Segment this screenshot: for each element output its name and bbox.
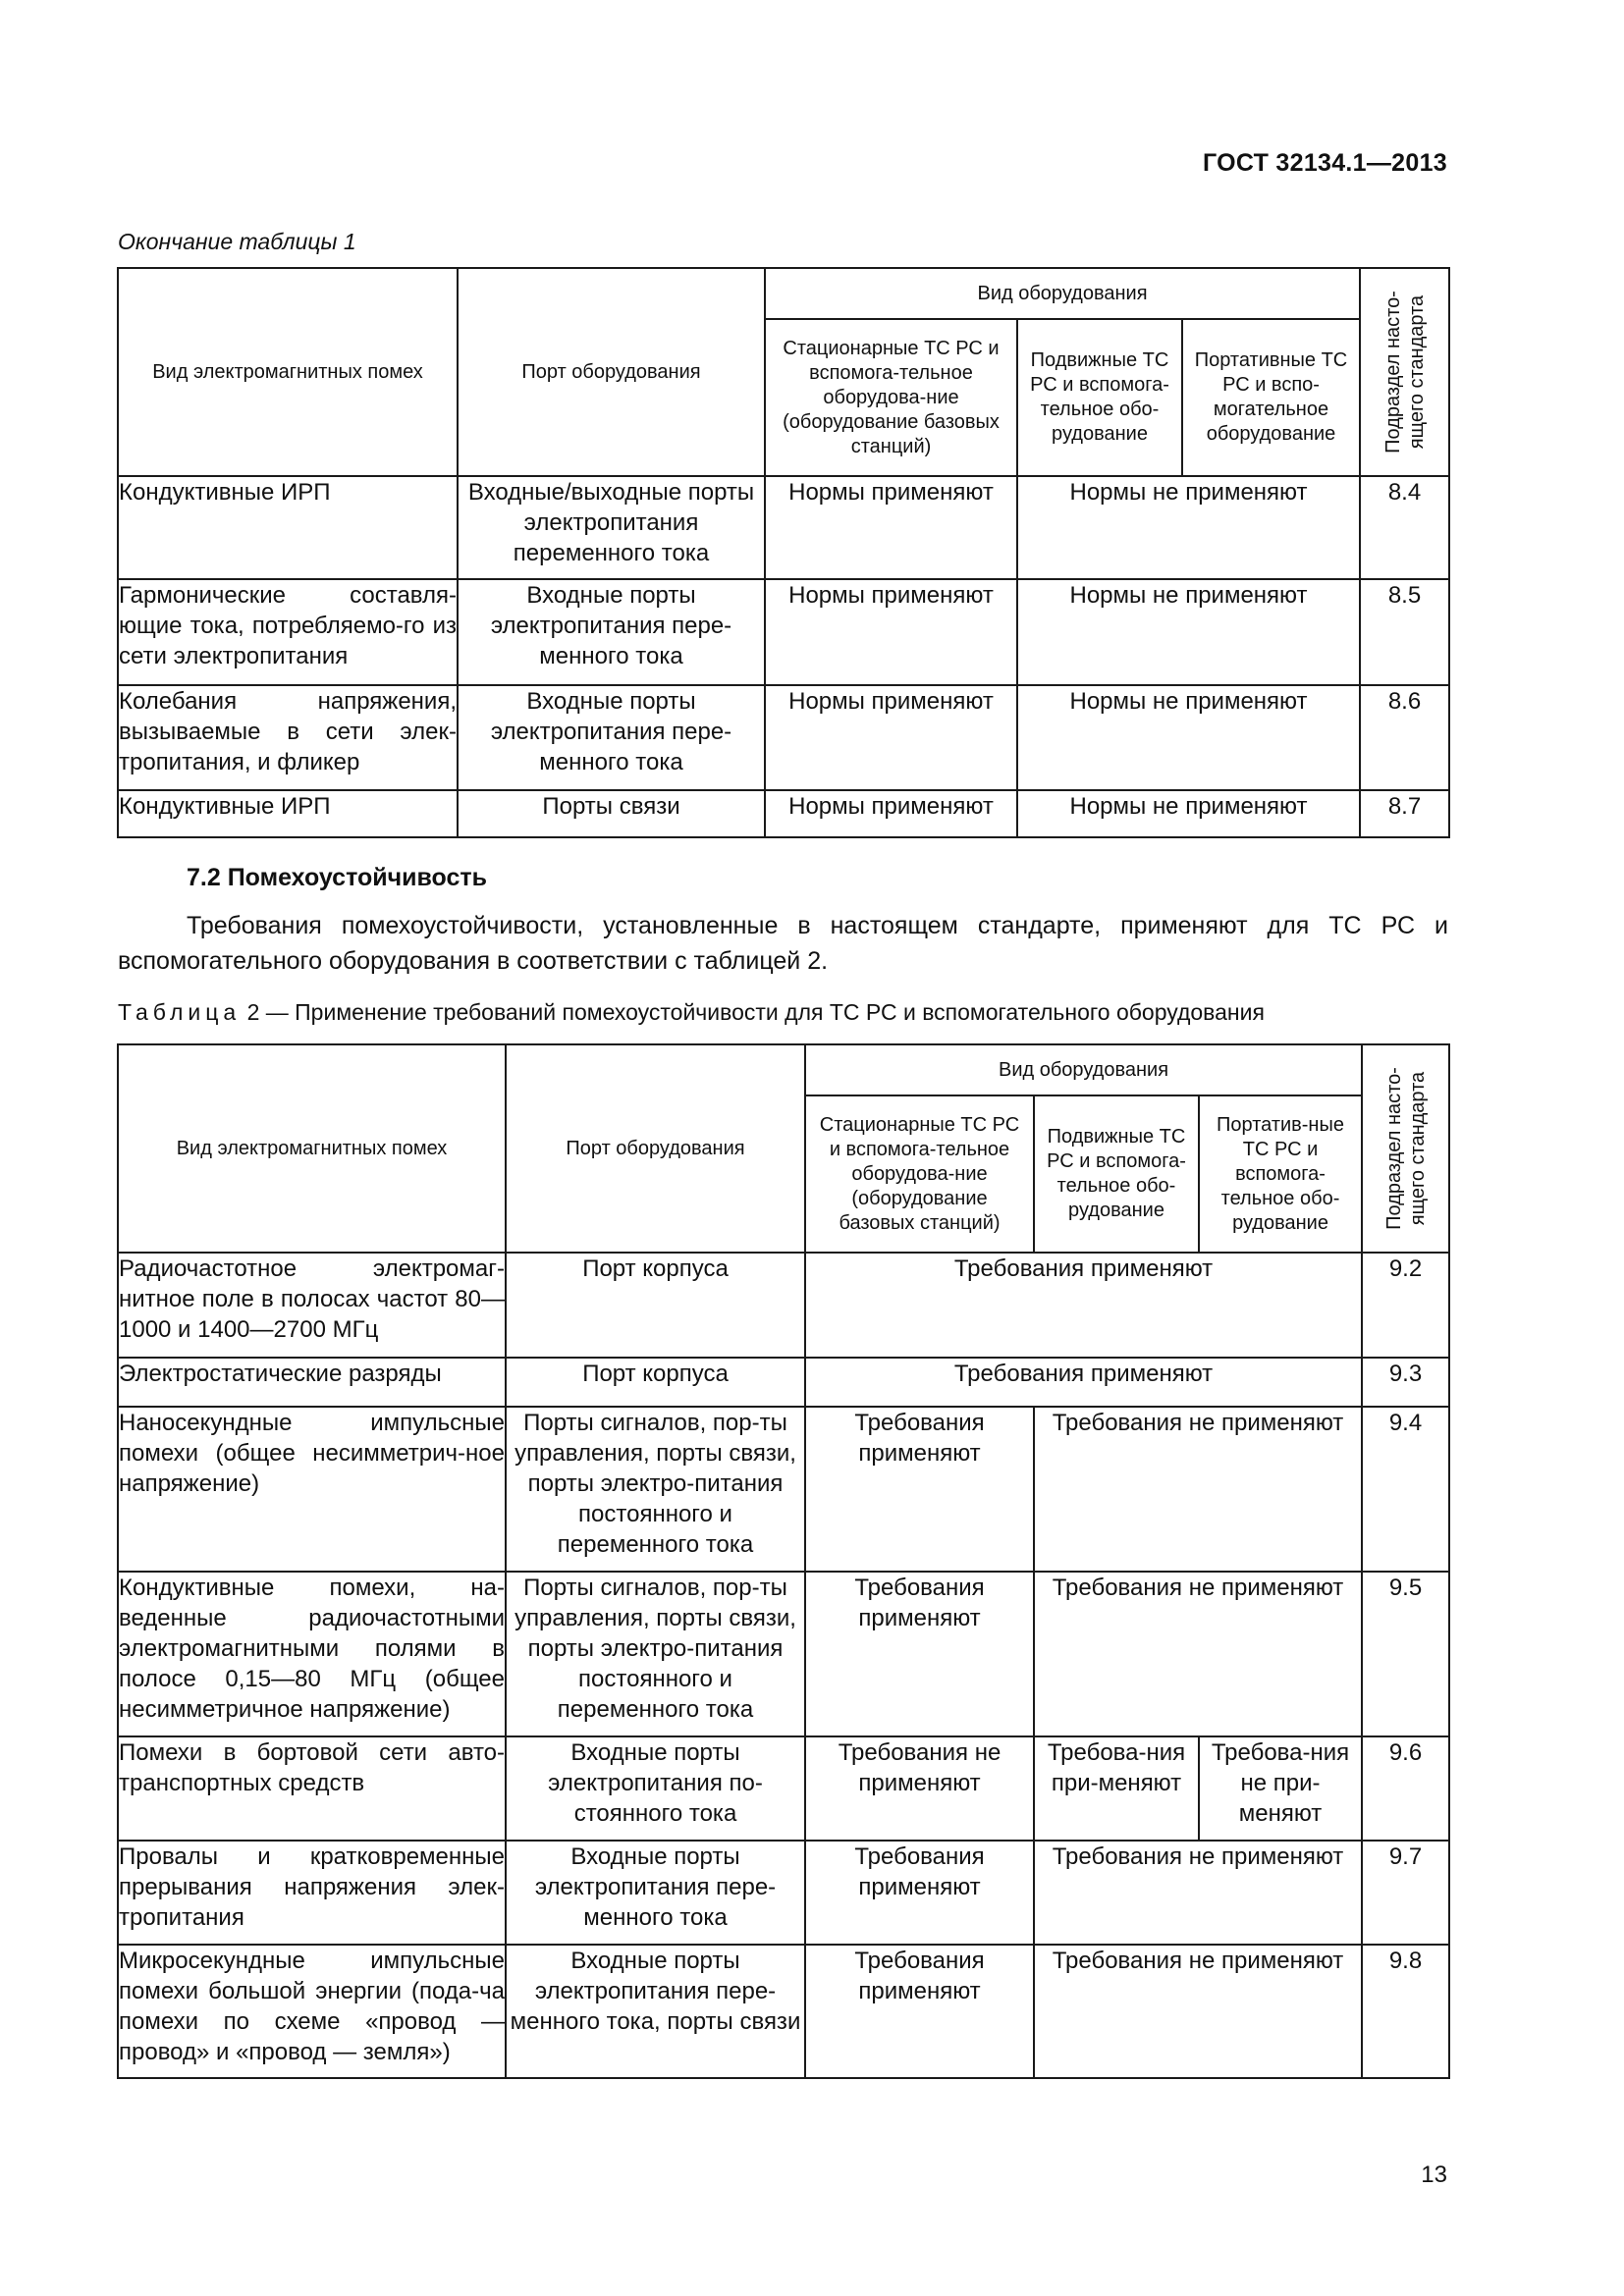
t2-mobile: Требова-ния при-меняют xyxy=(1034,1736,1199,1841)
t2-subsection: 9.6 xyxy=(1362,1736,1449,1841)
t2-mobile-portable: Требования не применяют xyxy=(1034,1407,1362,1572)
table-row xyxy=(118,1253,1449,1358)
table-row xyxy=(118,476,1449,579)
table-row xyxy=(118,1572,1449,1736)
t1-emi: Колебания напряжения, вызываемые в сети элек-тропитания, и фликер xyxy=(118,685,458,790)
table-row xyxy=(118,685,1449,790)
table-row xyxy=(118,1358,1449,1407)
t2-mobile-portable: Требования не применяют xyxy=(1034,1841,1362,1945)
table2-header-port: Порт оборудования xyxy=(506,1044,805,1253)
t2-portable: Требова-ния не при-меняют xyxy=(1199,1736,1362,1841)
t1-stationary: Нормы применяют xyxy=(765,790,1017,837)
t1-port: Входные/выходные порты электропитания переменного тока xyxy=(458,476,765,579)
t1-subsection: 8.4 xyxy=(1360,476,1449,579)
t2-stationary: Требования применяют xyxy=(805,1841,1034,1945)
table1-header-emi: Вид электромагнитных помех xyxy=(118,268,458,476)
t2-emi: Кондуктивные помехи, на-веденные радиочастотными электромагнитными полями в полосе 0,15—80 МГц (общее несимметричное напряжение) xyxy=(118,1572,506,1736)
table1-header-stationary: Стационарные ТС РС и вспомога-тельное оборудова-ние (оборудование базовых станций) xyxy=(765,319,1017,476)
t1-subsection: 8.5 xyxy=(1360,579,1449,685)
table-row xyxy=(118,790,1449,837)
table2-header-equipment: Вид оборудования xyxy=(805,1044,1362,1095)
t2-port: Порты сигналов, пор-ты управления, порты связи, порты электро-питания постоянного и переменного тока xyxy=(506,1407,805,1572)
table2-header-emi: Вид электромагнитных помех xyxy=(118,1044,506,1253)
t2-emi: Наносекундные импульсные помехи (общее несимметрич-ное напряжение) xyxy=(118,1407,506,1572)
t1-mobile-portable: Нормы не применяют xyxy=(1017,790,1360,837)
table-row xyxy=(118,1841,1449,1945)
t2-port: Входные порты электропитания по-стоянного тока xyxy=(506,1736,805,1841)
table2-header-stationary: Стационарные ТС РС и вспомога-тельное оборудова-ние (оборудование базовых станций) xyxy=(805,1095,1034,1253)
table-row xyxy=(118,1736,1449,1841)
t2-port: Порт корпуса xyxy=(506,1358,805,1407)
t1-stationary: Нормы применяют xyxy=(765,579,1017,685)
t2-emi: Электростатические разряды xyxy=(118,1358,506,1407)
t2-stationary: Требования применяют xyxy=(805,1945,1034,2078)
t2-stationary: Требования не применяют xyxy=(805,1736,1034,1841)
table2-caption-label: Таблица xyxy=(118,999,242,1025)
t2-subsection: 9.3 xyxy=(1362,1358,1449,1407)
t1-port: Порты связи xyxy=(458,790,765,837)
document-code: ГОСТ 32134.1—2013 xyxy=(1202,149,1447,177)
t2-emi: Помехи в бортовой сети авто-транспортных средств xyxy=(118,1736,506,1841)
table2-caption-text: 2 — Применение требований помехоустойчивости для ТС РС и вспомогательного оборудования xyxy=(246,999,1265,1025)
t2-mobile-portable: Требования не применяют xyxy=(1034,1945,1362,2078)
t1-port: Входные порты электропитания пере-менного тока xyxy=(458,685,765,790)
table2-header-portable: Портатив-ные ТС РС и вспомога-тельное обо-рудование xyxy=(1199,1095,1362,1253)
t1-mobile-portable: Нормы не применяют xyxy=(1017,476,1360,579)
table2-caption xyxy=(118,999,1265,1026)
t2-emi: Микросекундные импульсные помехи большой энергии (пода-ча помехи по схеме «провод — провод» и «провод — земля») xyxy=(118,1945,506,2078)
t1-emi: Кондуктивные ИРП xyxy=(118,476,458,579)
t2-all: Требования применяют xyxy=(805,1358,1362,1407)
t2-port: Порты сигналов, пор-ты управления, порты связи, порты электро-питания постоянного и переменного тока xyxy=(506,1572,805,1736)
table1 xyxy=(117,267,1450,838)
t2-subsection: 9.8 xyxy=(1362,1945,1449,2078)
table1-header-row xyxy=(118,268,1449,319)
t1-stationary: Нормы применяют xyxy=(765,685,1017,790)
t1-emi: Кондуктивные ИРП xyxy=(118,790,458,837)
section-paragraph: Требования помехоустойчивости, установленные в настоящем стандарте, применяют для ТС РС и вспомогательного оборудования в соответствии с таблицей 2. xyxy=(118,912,1448,975)
table1-header-portable: Портативные ТС РС и вспо-могательное оборудование xyxy=(1182,319,1360,476)
t2-stationary: Требования применяют xyxy=(805,1407,1034,1572)
t2-mobile-portable: Требования не применяют xyxy=(1034,1572,1362,1736)
t1-port: Входные порты электропитания пере-менного тока xyxy=(458,579,765,685)
t2-subsection: 9.7 xyxy=(1362,1841,1449,1945)
t2-port: Входные порты электропитания пере-менного тока, порты связи xyxy=(506,1945,805,2078)
t2-port: Порт корпуса xyxy=(506,1253,805,1358)
table1-header-port: Порт оборудования xyxy=(458,268,765,476)
table2 xyxy=(117,1043,1450,2079)
table2-header-subsection: Подраздел насто-ящего стандарта xyxy=(1362,1044,1449,1253)
table-row xyxy=(118,579,1449,685)
t1-mobile-portable: Нормы не применяют xyxy=(1017,685,1360,790)
t1-subsection: 8.7 xyxy=(1360,790,1449,837)
page-number: 13 xyxy=(1421,2162,1447,2188)
t2-emi: Радиочастотное электромаг-нитное поле в полосах частот 80—1000 и 1400—2700 МГц xyxy=(118,1253,506,1358)
table-row xyxy=(118,1407,1449,1572)
t2-all: Требования применяют xyxy=(805,1253,1362,1358)
t2-subsection: 9.4 xyxy=(1362,1407,1449,1572)
t2-subsection: 9.5 xyxy=(1362,1572,1449,1736)
table2-header-mobile: Подвижные ТС РС и вспомога-тельное обо-рудование xyxy=(1034,1095,1199,1253)
table1-caption: Окончание таблицы 1 xyxy=(118,229,356,254)
t2-emi: Провалы и кратковременные прерывания напряжения элек-тропитания xyxy=(118,1841,506,1945)
table1-header-subsection: Подраздел насто-ящего стандарта xyxy=(1360,268,1449,476)
t1-emi: Гармонические составля-ющие тока, потребляемо-го из сети электропитания xyxy=(118,579,458,685)
t2-port: Входные порты электропитания пере-менного тока xyxy=(506,1841,805,1945)
table-row xyxy=(118,1945,1449,2078)
t2-stationary: Требования применяют xyxy=(805,1572,1034,1736)
t1-subsection: 8.6 xyxy=(1360,685,1449,790)
table1-header-equipment: Вид оборудования xyxy=(765,268,1360,319)
t1-stationary: Нормы применяют xyxy=(765,476,1017,579)
section-title: 7.2 Помехоустойчивость xyxy=(187,864,488,891)
t2-subsection: 9.2 xyxy=(1362,1253,1449,1358)
t1-mobile-portable: Нормы не применяют xyxy=(1017,579,1360,685)
table2-header-row xyxy=(118,1044,1449,1095)
table1-header-mobile: Подвижные ТС РС и вспомога-тельное обо-рудование xyxy=(1017,319,1182,476)
